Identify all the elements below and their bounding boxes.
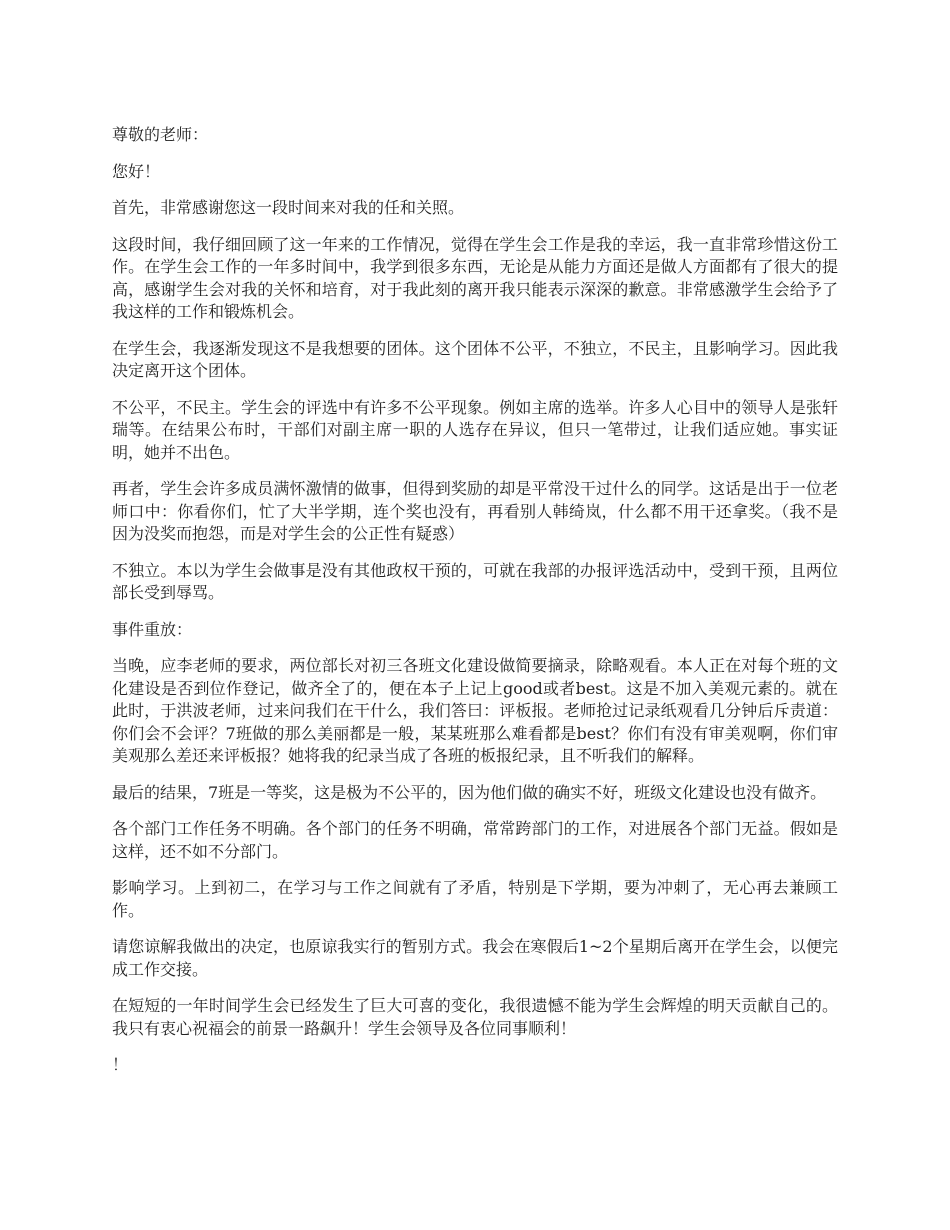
paragraph-unfair: 不公平，不民主。学生会的评选中有许多不公平现象。例如主席的选举。许多人心目中的领导人是张轩瑞等。在结果公布时，干部们对副主席一职的人选存在异议，但只一笔带过，让我们适应她。事实证明，她并不出色。 <box>112 397 838 462</box>
paragraph-study: 影响学习。上到初二，在学习与工作之间就有了矛盾，特别是下学期，要为冲刺了，无心再去兼顾工作。 <box>112 878 838 920</box>
paragraph-reason: 在学生会，我逐渐发现这不是我想要的团体。这个团体不公平，不独立，不民主，且影响学习。因此我决定离开这个团体。 <box>112 338 838 380</box>
paragraph-departments: 各个部门工作任务不明确。各个部门的任务不明确，常常跨部门的工作，对进展各个部门无益。假如是这样，还不如不分部门。 <box>112 819 838 861</box>
greeting: 您好！ <box>112 161 161 181</box>
paragraph-event-heading: 事件重放： <box>112 619 193 639</box>
paragraph-awards: 再者，学生会许多成员满怀激情的做事，但得到奖励的却是平常没干过什么的同学。这话是出于一位老师口中：你看你们，忙了大半学期，连个奖也没有，再看别人韩绮岚，什么都不用干还拿奖。（我不是因为没奖而抱怨，而是对学生会的公正性有疑惑） <box>112 479 838 543</box>
paragraph-result: 最后的结果，7班是一等奖，这是极为不公平的，因为他们做的确实不好，班级文化建设也没有做齐。 <box>112 782 827 802</box>
paragraph-apology: 请您谅解我做出的决定，也原谅我实行的暂别方式。我会在寒假后1~2个星期后离开在学生会，以便完成工作交接。 <box>112 937 838 979</box>
paragraph-exclamation: ！ <box>112 1055 129 1074</box>
paragraph-review: 这段时间，我仔细回顾了这一年来的工作情况，觉得在学生会工作是我的幸运，我一直非常珍惜这份工作。在学生会工作的一年多时间中，我学到很多东西，无论是从能力方面还是做人方面都有了很大的提高，感谢学生会对我的关怀和培育，对于我此刻的离开我只能表示深深的歉意。非常感激学生会给予了我这样的工作和锻炼机会。 <box>112 234 838 321</box>
paragraph-closing: 在短短的一年时间学生会已经发生了巨大可喜的变化，我很遗憾不能为学生会辉煌的明天贡献自己的。我只有衷心祝福会的前景一路飙升！学生会领导及各位同事顺利！ <box>112 996 838 1038</box>
salutation: 尊敬的老师： <box>112 125 209 144</box>
letter-document <box>112 124 838 1091</box>
paragraph-independence: 不独立。本以为学生会做事是没有其他政权干预的，可就在我部的办报评选活动中，受到干预，且两位部长受到辱骂。 <box>112 560 838 602</box>
paragraph-thanks: 首先，非常感谢您这一段时间来对我的任和关照。 <box>112 198 465 217</box>
paragraph-event: 当晚，应李老师的要求，两位部长对初三各班文化建设做简要摘录，除略观看。本人正在对每个班的文化建设是否到位作登记，做齐全了的，便在本子上记上good或者best。这是不加入美观元素的。就在此时，于洪波老师，过来问我们在干什么，我们答曰：评板报。老师抢过记录纸观看几分钟后斥责道：你们会不会评？7班做的那么美丽都是一般，某某班那么难看都是best？你们有没有审美观啊，你们审美观那么差还来评板报？她将我的纪录当成了各班的板报纪录，且不听我们的解释。 <box>112 656 838 765</box>
